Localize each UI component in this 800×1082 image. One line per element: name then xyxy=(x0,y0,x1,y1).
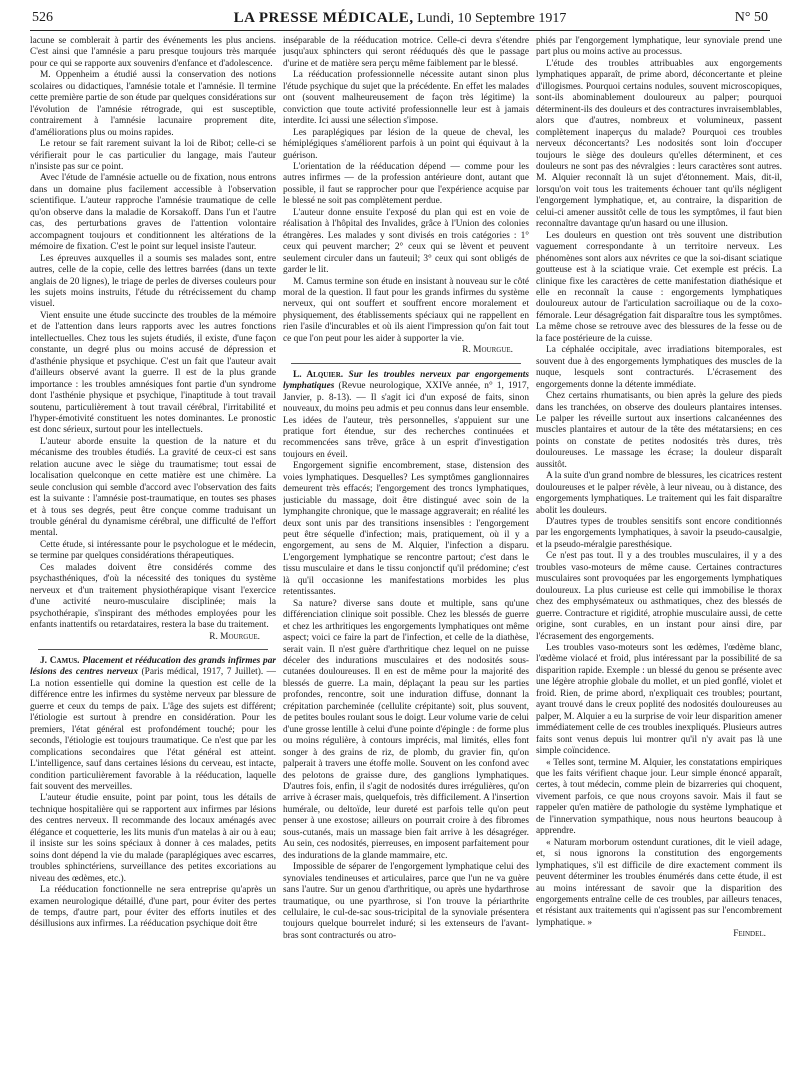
paragraph: Cette étude, si intéressante pour le psychologue et le médecin, se termine par quelques considérations thérapeutiques. xyxy=(30,539,276,562)
paragraph: L'auteur donne ensuite l'exposé du plan qui est en voie de réalisation à l'hôpital des Invalides, grâce à l'Union des colonies étrangères. Les malades y sont divisés en trois catégories : 1° ceux qui peuvent marcher; 2° ceux qui se lèvent et peuvent seulement circuler dans un fauteuil; 3° ceux qui sont obligés de garder le lit. xyxy=(283,207,529,276)
signature: Feindel. xyxy=(733,929,766,940)
paragraph: Engorgement signifie encombrement, stase, distension des voies lymphatiques. Desquelles? Les symptômes ganglionnaires demeurent très effacés; l'engorgement des troncs lymphatiques, justiciable du massage, doit être distingué avec soin de la lymphangite chronique, que le massage aggraverait; en réalité les deux sont unis par des transitions insensibles : l'engorgement peut être séquelle d'infection; mais, pratiquement, où il y a engorgement, au sens de M. Alquier, l'infection a disparu. L'engorgement lymphatique se rencontre partout; c'est dans le tissu musculaire et dans le tissu conjonctif qu'il prédomine; c'est là qu'il occasionne les manifestations morbides les plus retentissantes. xyxy=(283,461,529,598)
article-author: L. Alquier. xyxy=(293,369,344,380)
paragraph: Chez certains rhumatisants, ou bien après la gelure des pieds dans les tranchées, on observe des douleurs plantaires intenses. Le palper les réveille surtout aux insertions calcanéennes des muscles plantaires et autour de la tête des métatarsiens; en ces points on constate de petites nodosités très dures, très douloureuses. Le massage les écrase; la douleur disparaît aussitôt. xyxy=(536,391,782,470)
column-left xyxy=(30,36,276,1076)
paragraph: A la suite d'un grand nombre de blessures, les cicatrices restent douloureuses et le palper révèle, à leur niveau, ou à distance, des engorgements lymphatiques. Le traitement qui les fait disparaître abolit les douleurs. xyxy=(536,471,782,516)
article-text: (Revue neurologique, XXIVe année, n° 1, 1917, Janvier, p. 8-13). — Il s'agit ici d'un exposé de faits, sinon nouveaux, du moins peu admis et peu connus dans leur ensemble. Les idées de l'auteur, très personnelles, s'appuient sur une pratique fort étendue, sur des recherches continuées et recommencées sans trêve, grâce à un esprit d'investigation toujours en éveil. xyxy=(283,381,529,460)
paragraph: Impossible de séparer de l'engorgement lymphatique celui des synoviales tendineuses et articulaires, parce que l'un ne va guère sans l'autre. Sur un genou d'arthritique, ou après une hydarthrose traumatique, ou une pyarthrose, si l'on trouve la périarthrite cellulaire, le cul-de-sac sous-tricipital de la synoviale présentera toujours quelque bourrelet induré; si les extenseurs de l'avant-bras sont contracturés ou atro- xyxy=(283,862,529,941)
issue-number: N° 50 xyxy=(734,10,768,25)
journal-title-line xyxy=(30,10,770,27)
paragraph: L'auteur étudie ensuite, point par point, tous les détails de technique hospitalière qui se rapportent aux infirmes par lésions des centres nerveux. Il recommande des locaux aménagés avec élégance et coquetterie, les lits munis d'un matelas à air ou à eau; il insiste sur les soins spéciaux à donner à ces malades, petits soins dont dépend la vie du malade (paraplégiques avec escarres, troubles sphinctériens, surveillance des petites excoriations au niveau des œdèmes, etc.). xyxy=(30,793,276,884)
signature: R. Mourgue. xyxy=(462,345,513,356)
paragraph: L'auteur aborde ensuite la question de la nature et du mécanisme des troubles étudiés. La gravité de ceux-ci est sans relation aucune avec le siège du traumatisme; tout essai de localisation quelconque en cette matière est une chimère. La seule conclusion qui semble d'accord avec l'observation des faits est la suivante : l'amnésie post-traumatique, en toutes ses phases et à tous ses degrés, peut être conçue comme traduisant un trouble général du dynamisme cérébral, une difficulté de l'effort mental. xyxy=(30,436,276,539)
paragraph: inséparable de la rééducation motrice. Celle-ci devra s'étendre jusqu'aux sphincters qui seront rééduqués dès que le passage d'urine et de matière sera perçu même faiblement par le blessé. xyxy=(283,36,529,69)
paragraph: Avec l'étude de l'amnésie actuelle ou de fixation, nous entrons dans un domaine plus facilement accessible à l'observation scientifique. L'auteur rapproche l'amnésie traumatique de celle qu'on observe dans la maladie de Korsakoff. Dans l'un et l'autre cas, des perturbations graves de l'attention volontaire accompagnent toujours et conditionnent les altérations de la mémoire de fixation. C'est le point sur lequel insiste l'auteur. xyxy=(30,173,276,253)
article-abstract xyxy=(283,370,529,462)
paragraph: L'étude des troubles attribuables aux engorgements lymphatiques apparaît, de prime abord, déconcertante et pleine d'illogismes. Pourquoi certains nodules, souvent microscopiques, sont-ils abominablement douloureux au palper; pourquoi déterminent-ils des douleurs et des contractures invraisemblables, alors que d'autres, nombreux et volumineux, passent complètement inaperçus du malade? Pourquoi ces troubles nerveux déconcertants? Les nodosités sont loin d'occuper toujours le siège des douleurs qu'elles déterminent, et ces douleurs ne sont pas des névralgies : leurs caractères sont autres. M. Alquier reconnaît là un sujet d'étonnement. Mais, dit-il, lorsqu'on voit tous les traitements échouer tant qu'ils négligent l'engorgement lymphatique, et, au contraire, la disparition de celui-ci amener aussitôt celle de tous les symptômes, il faut bien reconnaître davantage qu'un hasard ou une illusion. xyxy=(536,58,782,230)
paragraph: La rééducation fonctionnelle ne sera entreprise qu'après un examen neurologique détaillé, d'une part, pour éviter des pertes de temps, d'autre part, pour éviter des efforts inutiles et des désillusions aux infirmes. La rééducation psychique doit être xyxy=(30,885,276,930)
article-title: Sur les troubles nerveux par engorgements lymphatiques xyxy=(283,369,529,392)
article-text: (Paris médical, 1917, 7 Juillet). — La notion essentielle qui domine la question est celle de la différence entre les infirmes du système nerveux par blessure de guerre et ceux du temps de paix. L'âge des sujets est différent; l'étiologie est surtout à prendre en considération. Pour les premiers, l'état général est profondément touché; pour les seconds, l'étiologie est toujours traumatique. Ce n'est que par les complications secondaires que l'état général est atteint. L'intelligence, sauf dans certaines lésions du cerveau, est intacte, condition particulièrement favorable à la rééducation, laquelle fait souvent des merveilles. xyxy=(30,667,276,792)
paragraph: Sa nature? diverse sans doute et multiple, sans qu'une différenciation clinique soit possible. Chez les blessés de guerre et chez les arthritiques les engorgements lymphatiques ont même aspect; voici ce faire la part de l'infection, et celle de la diathèse, serait vain. Il n'est guère d'arthritique chez lequel on ne puisse déceler des indurations musculaires et des nodosités sous-cutanées douloureuses. Il en est de même pour la majorité des blessés de guerre. La main, déplaçant la peau sur les parties profondes, rencontre, soit une induration diffuse, donnant la crépitation parcheminée (cellulite crépitante) soit, plus souvent, de petites boules roulant sous le doigt. Leur volume varie de celui d'une grosse lentille à celui d'une pointe d'épingle : de forme plus ou moins régulière, à contours imprécis, mal limités, elles font songer à des grains de riz, de plomb, du gravier fin, qu'on palperait à travers une étoffe molle. Souvent on les confond avec des pelotons de graisse dure, des ganglions lymphatiques. D'autres fois, enfin, il s'agit de nodosités dures irrégulières, qu'on arrive à écraser mais, quelquefois, très difficilement. A l'insertion humérale, ou deltoïde, leur dureté est parfois telle qu'on peut penser à une exostose; ailleurs on pourrait croire à des fibromes sous-cutanés, mais un massage bien fait arrive à les désagréger. Au sein, ces nodosités, pierreuses, en imposent parfaitement pour des indurations de la glande mammaire, etc. xyxy=(283,598,529,861)
paragraph: Vient ensuite une étude succincte des troubles de la mémoire et de l'attention dans leurs rapports avec les autres fonctions intellectuelles. Chez tous les sujets étudiés, il existe, d'une façon constante, un degré plus ou moins accusé de dépression et d'asthénie physique et psychique. C'est un fait que l'auteur avait d'ailleurs observé avant la guerre. Il est de la plus grande importance : les troubles amnésiques font partie d'un syndrome dont l'asthénie physique et psychique, l'inaptitude à tout travail soutenu, particulièrement à tout travail cérébral, l'irritabilité et l'hyper-émotivité constituent les notes dominantes. Le pronostic est donc sérieux, surtout pour les intellectuels. xyxy=(30,310,276,436)
article-abstract xyxy=(30,656,276,793)
paragraph: La rééducation professionnelle nécessite autant sinon plus l'étude psychique du sujet que la précédente. En effet les malades ont (souvent malheureusement de façon très légitime) la conviction que toute activité professionnelle leur est à jamais interdite. Ici aussi une sélection s'impose. xyxy=(283,70,529,127)
paragraph: Les épreuves auxquelles il a soumis ses malades sont, entre autres, celle de la copie, celle des lettres barrées (dans un texte anglais de 20 lignes), le triage de perles de diverses couleurs pour les sujets moins instruits, l'étude du rétrécissement du champ visuel. xyxy=(30,253,276,310)
divider xyxy=(38,649,268,650)
journal-name: LA PRESSE MÉDICALE, xyxy=(233,10,414,26)
paragraph: Ce n'est pas tout. Il y a des troubles musculaires, il y a des troubles vaso-moteurs de même cause. Certaines contractures musculaires sont provoquées par les engorgements lymphatiques douloureux. La plus curieuse est celle qui immobilise le thorax chez des emphysémateux ou asthmatiques, chez des blessés de guerre. Contracture et rigidité, atrophie musculaire aussi, de cette origine, sont curables, en un instant pour ainsi dire, par l'écrasement des engorgements. xyxy=(536,551,782,642)
paragraph: L'orientation de la rééducation dépend — comme pour les autres infirmes — de la profession antérieure dont, autant que possible, il faut se rapprocher pour que l'expérience acquise par le blessé ne soit pas complètement perdue. xyxy=(283,161,529,207)
paragraph: phiés par l'engorgement lymphatique, leur synoviale prend une part plus ou moins active au processus. xyxy=(536,36,782,58)
paragraph: Les paraplégiques par lésion de la queue de cheval, les hémiplégiques s'améliorent parfois à un point qui équivaut à la guérison. xyxy=(283,127,529,161)
divider xyxy=(291,363,521,364)
paragraph: « Telles sont, termine M. Alquier, les constatations empiriques que les faits vérifient chaque jour. Leur simple énoncé apparaît, certes, à tout médecin, comme plein de bizarreries qui choquent, vivement parfois, ce que nous croyons savoir. Mais il faut se rappeler qu'en matière de pathologie du système lymphatique et de l'innervation sympathique, nous nous heurtons beaucoup à apprendre. xyxy=(536,757,782,837)
paragraph: Les troubles vaso-moteurs sont les œdèmes, l'œdème blanc, l'œdème violacé et froid, plus intéressant par la possibilité de sa disparition rapide. Exemple : un blessé du genou se présente avec une légère atrophie globale du mollet, et un pied gonflé, violet et froid. Rien, de prime abord, n'expliquait ces troubles; pourtant, ayant trouvé dans le creux poplité des nodosités douloureuses au palper, M. Alquier a eu la surprise de voir leur disparition amener immédiatement celle de ces troubles inexpliqués. Plusieurs autres faits sont venus depuis lui montrer qu'il n'y avait pas là une simple coïncidence. xyxy=(536,643,782,757)
signature: R. Mourgue. xyxy=(209,631,260,642)
article-author: J. Camus. xyxy=(40,656,80,667)
paragraph: La céphalée occipitale, avec irradiations bitemporales, est souvent due à des engorgements lymphatiques des muscles de la nuque, lesquels sont contracturés. L'écrasement des engorgements donne la détente immédiate. xyxy=(536,345,782,390)
column-middle xyxy=(283,36,529,1076)
paragraph: D'autres types de troubles sensitifs sont encore conditionnés par les engorgements lymphatiques, à savoir la pseudo-causalgie, et la pseudo-méralgie paresthésique. xyxy=(536,517,782,550)
article-title: Placement et rééducation des grands infirmes par lésions des centres nerveux xyxy=(30,656,276,678)
page-number: 526 xyxy=(32,10,53,25)
paragraph: « Naturam morborum ostendunt curationes, dit le vieil adage, et, si nous ignorons la constitution des engorgements lymphatiques, s'il est difficile de dire exactement comment ils peuvent déterminer les troubles énumérés dans cette étude, il est au moins intéressant de savoir que la disparition des engorgements entraîne celle de ces troubles, par ailleurs tenaces, et résistant aux traitements qui n'agissent pas sur l'encombrement lymphatique. » xyxy=(536,837,782,928)
paragraph: M. Camus termine son étude en insistant à nouveau sur le côté moral de la question. Il faut pour les grands infirmes du système nerveux, qui ont souffert et souffrent encore moralement et physiquement, des établissements spéciaux qui ne rappellent en rien l'asile d'incurables et où ils aient l'impression qu'on fait tout ce que l'on peut pour les aider à supporter la vie. xyxy=(283,276,529,344)
paragraph: M. Oppenheim a étudié aussi la conservation des notions scolaires ou didactiques, l'amnésie totale et l'amnésie. Il termine cette première partie de son étude par quelques considérations sur l'évolution de l'amnésie rétrograde, qui est susceptible, contrairement à l'amnésie lacunaire proprement dite, d'améliorations plus ou moins rapides. xyxy=(30,70,276,138)
paragraph: Les douleurs en question ont très souvent une distribution vaguement correspondante à un territoire nerveux. Les phénomènes sont alors aux névrites ce que la soi-disant sciatique goutteuse est à la sciatique vraie. Cet exemple est précis. La clinique fixe les caractères de cette manifestation diathésique et elle en reconnaît la cause : engorgements lymphatiques douloureux autour de l'articulation sacroiliaque ou de la coxo-fémorale. Leur désagrégation fait disparaître tous les symptômes. La même chose se retrouve avec des blessures de la fesse ou de la face postérieure de la cuisse. xyxy=(536,230,782,344)
paragraph: Le retour se fait rarement suivant la loi de Ribot; celle-ci se vérifierait pour le cas particulier du langage, mais l'auteur n'insiste pas sur ce point. xyxy=(30,139,276,172)
column-right xyxy=(536,36,782,1076)
issue-date: Lundi, 10 Septembre 1917 xyxy=(417,11,567,26)
paragraph: Ces malades doivent être considérés comme des psychasthéniques, d'où la nécessité des toniques du système nerveux et d'un traitement physiothérapique visant l'exercice d'une activité neuro-musculaire disciplinée; mais la psychothérapie, s'inspirant des méthodes employées pour les enfants inattentifs ou retardataires, restera la base du traitement. xyxy=(30,562,276,631)
running-header xyxy=(30,6,770,31)
paragraph: lacune se comblerait à partir des événements les plus anciens. C'est ainsi que l'amnésie a paru presque toujours très marquée pour ce qui se rapporte aux souvenirs d'enfance et d'adolescence. xyxy=(30,36,276,69)
